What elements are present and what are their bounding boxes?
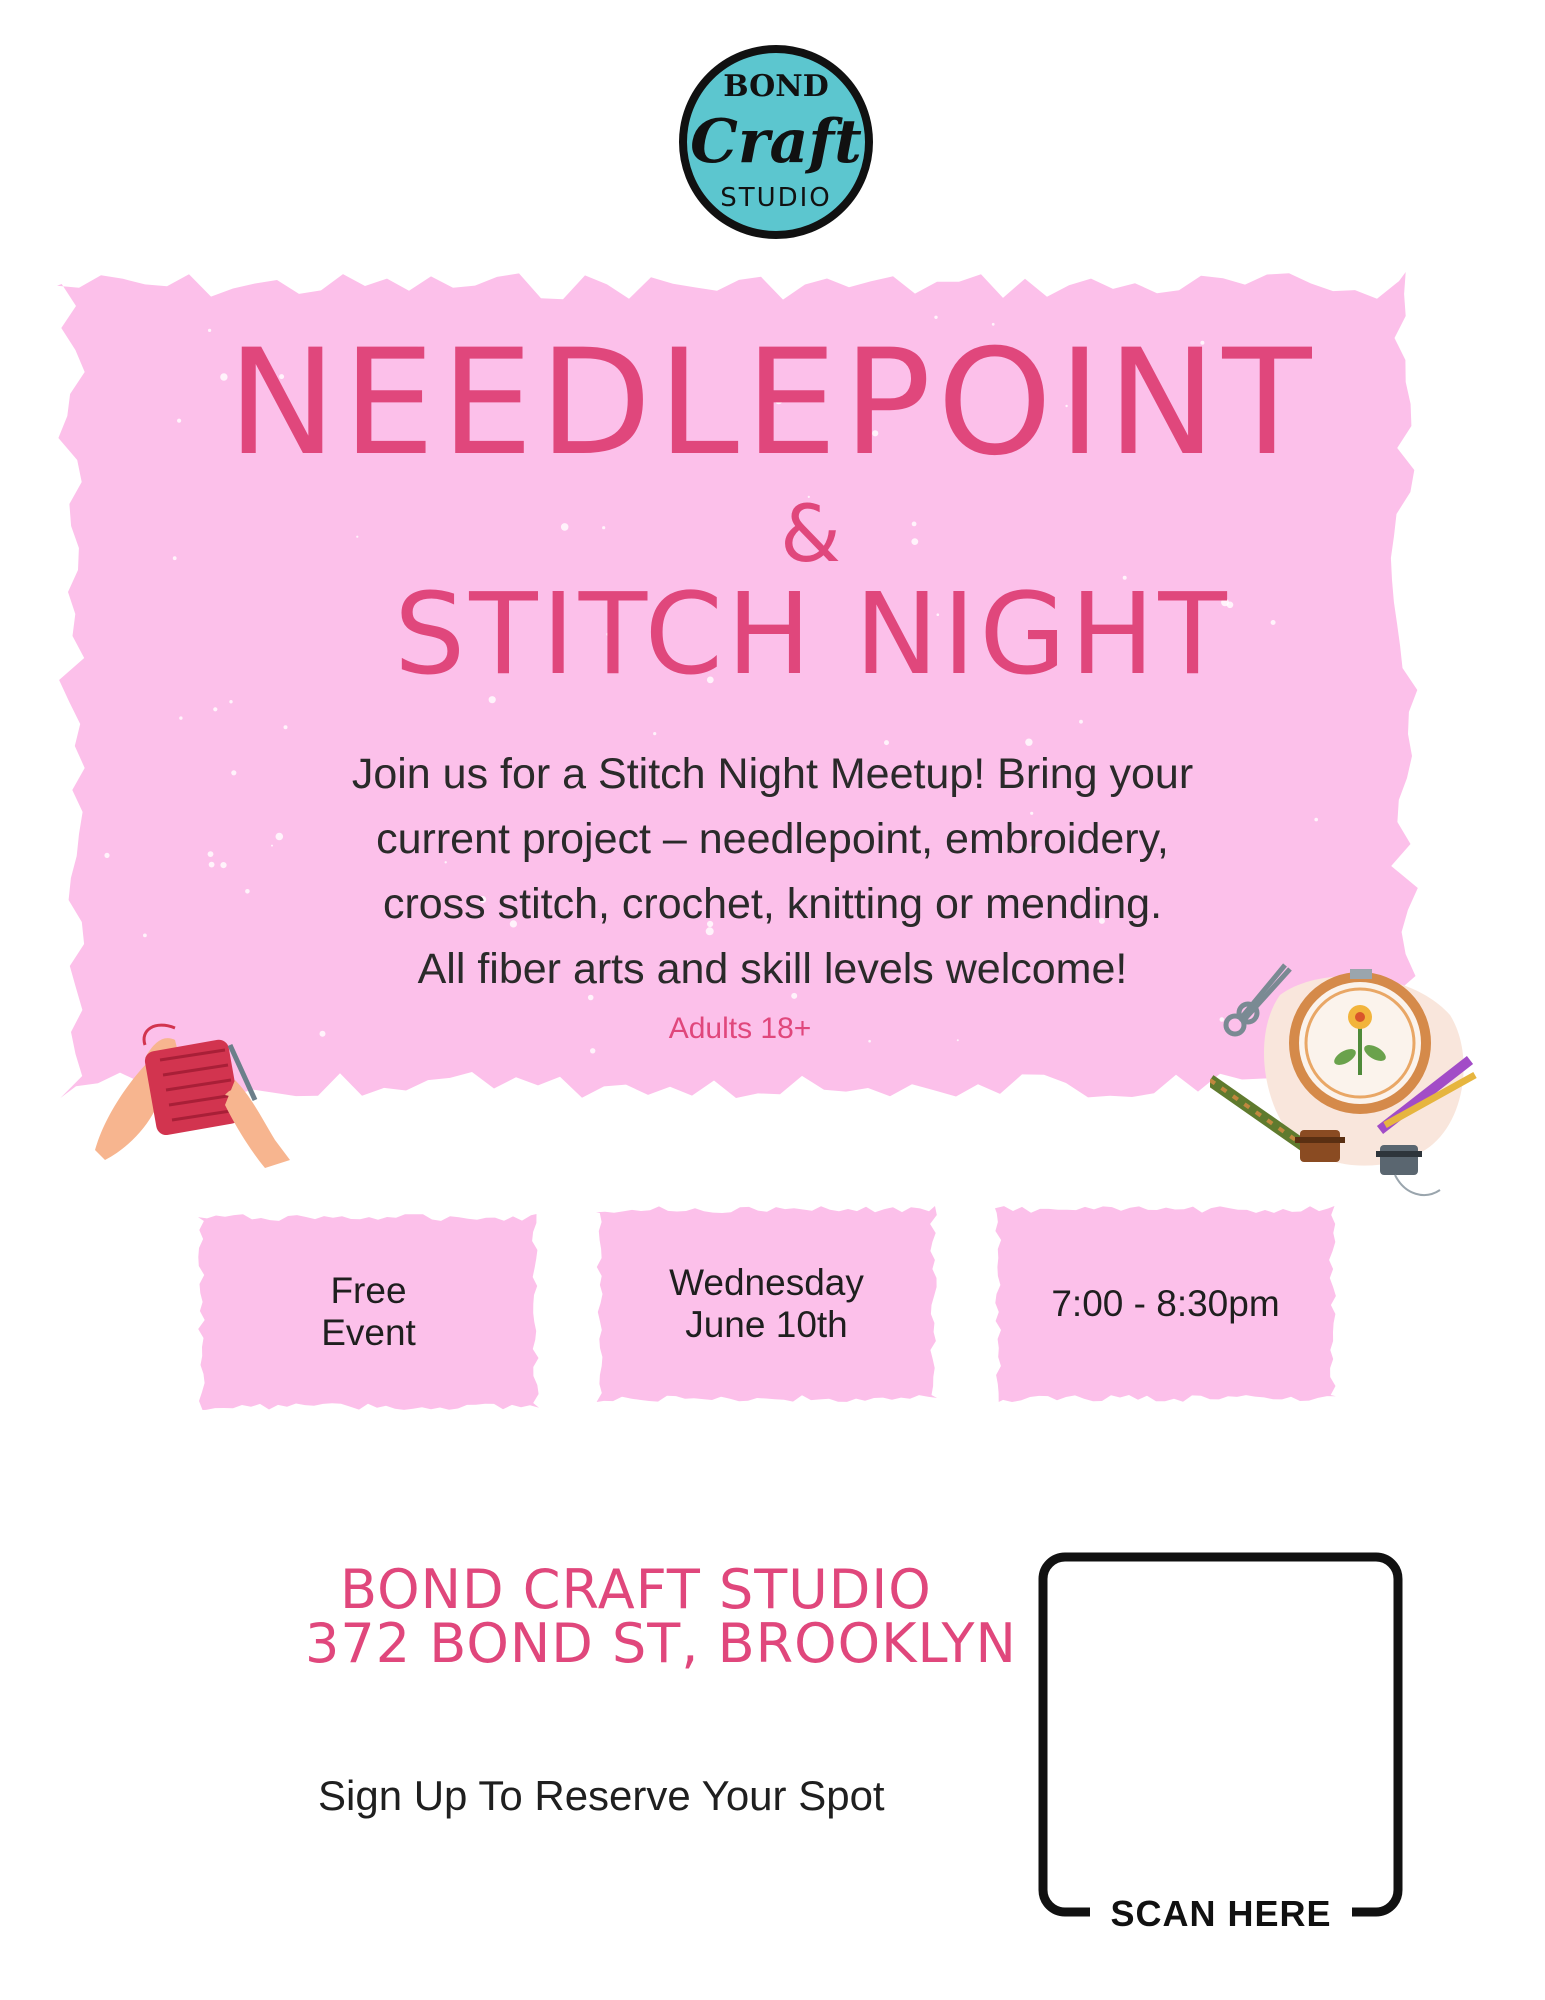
age-restriction-note: Adults 18+: [668, 1012, 812, 1045]
event-description: [250, 742, 1295, 1002]
description-line: Join us for a Stitch Night Meetup! Bring your: [351, 750, 1194, 798]
description-line: cross stitch, crochet, knitting or mending.: [382, 880, 1163, 928]
title-needlepoint: NEEDLEPOINT: [227, 318, 1318, 488]
description-line: All fiber arts and skill levels welcome!: [417, 945, 1128, 993]
embroidery-hoop-icon: [1210, 955, 1480, 1210]
price-line-2: Event: [321, 1312, 416, 1353]
signup-prompt: Sign Up To Reserve Your Spot: [318, 1772, 885, 1819]
info-box-price: [196, 1212, 541, 1412]
event-time: 7:00 - 8:30pm: [1051, 1283, 1280, 1324]
info-box-time: [993, 1204, 1338, 1404]
description-line: current project – needlepoint, embroidery,: [376, 815, 1169, 863]
title-ampersand: &: [780, 490, 845, 580]
date-day: June 10th: [685, 1304, 848, 1345]
bond-craft-studio-logo: [678, 44, 874, 240]
logo-text-studio: STUDIO: [720, 183, 832, 213]
title-stitch-night: STITCH NIGHT: [394, 570, 1231, 700]
scan-here-label: SCAN HERE: [1090, 1893, 1352, 1935]
price-line-1: Free: [330, 1270, 407, 1311]
date-weekday: Wednesday: [669, 1262, 864, 1303]
qr-code-frame[interactable]: [1038, 1552, 1403, 1924]
knitting-hands-icon: [85, 1000, 300, 1175]
logo-text-bond: BOND: [723, 69, 829, 104]
venue-name: BOND CRAFT STUDIO: [340, 1558, 932, 1621]
logo-text-craft: Craft: [690, 107, 862, 177]
info-box-date: [594, 1204, 939, 1404]
venue-street: 372 BOND ST, BROOKLYN: [305, 1612, 1017, 1675]
